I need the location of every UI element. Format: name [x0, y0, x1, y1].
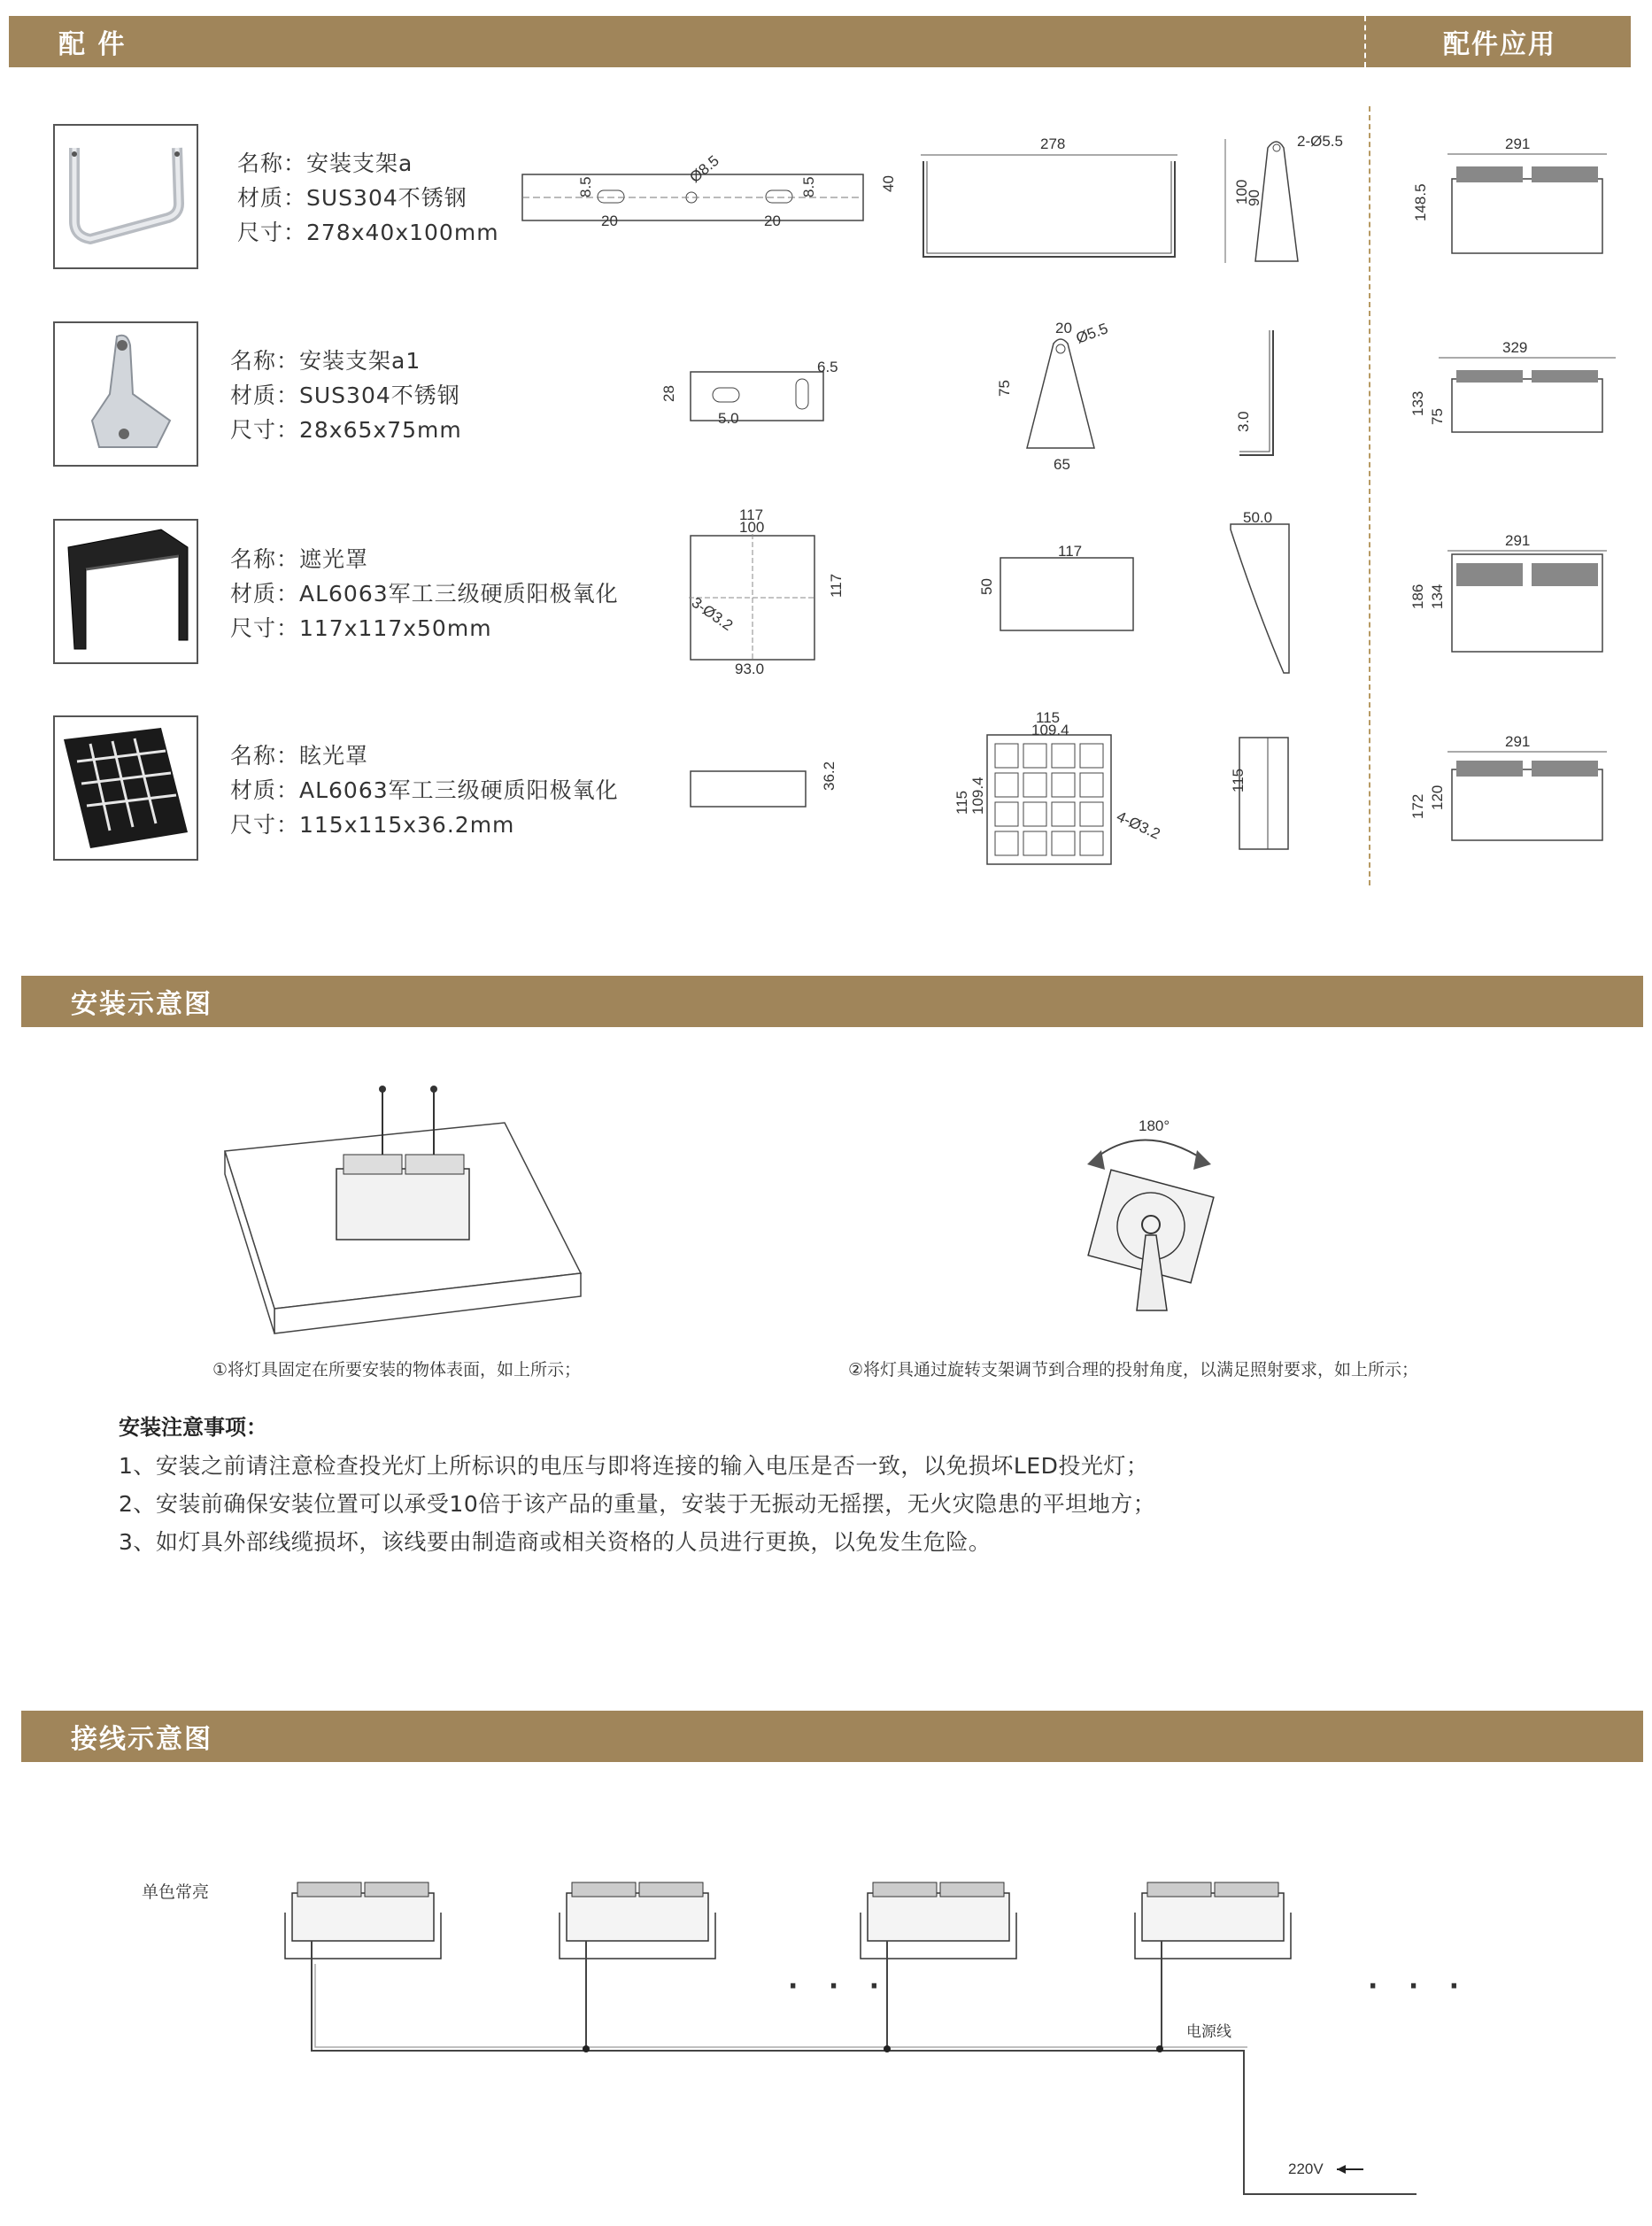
grid-cell [1052, 773, 1075, 797]
cable-label: 电源线 [1186, 2023, 1231, 2040]
note-3: 3、如灯具外部线缆损坏，该线要由制造商或相关资格的人员进行更换，以免发生危险。 [119, 1529, 992, 1555]
bracket-a-info [237, 146, 499, 250]
voltage-label: 220V [1288, 2160, 1324, 2177]
wiring-header: 接线示意图 [71, 1724, 212, 1755]
dim-glare-115-top: 115 [1036, 709, 1061, 726]
application-3 [1403, 529, 1633, 662]
dim-hood-50: 50 [978, 578, 995, 595]
dim-a1-20: 20 [1055, 320, 1072, 336]
app3-depth: 134 [1429, 584, 1446, 609]
wiring-diagram [266, 1859, 1452, 2214]
app3-width: 291 [1505, 532, 1531, 549]
caption-surface-mount: ①将灯具固定在所要安装的物体表面，如上所示； [212, 1360, 582, 1380]
dim-hood-holes: 3-Ø3.2 [688, 593, 737, 635]
dim-glare-109-side: 109.4 [969, 777, 986, 815]
grid-cell [1080, 773, 1103, 797]
grid-cell [1023, 831, 1046, 855]
application-1 [1403, 133, 1633, 266]
light-hood-info [230, 542, 619, 645]
ellipsis-middle: · · · [788, 1971, 891, 2002]
column-divider [1369, 106, 1370, 885]
anti-glare-size: 尺寸：115x115x36.2mm [230, 812, 515, 838]
bracket-a-top-view [518, 151, 907, 235]
dim-a1-3: 3.0 [1235, 411, 1252, 432]
dim-hood-117-top: 117 [739, 506, 764, 523]
dim-a1-5: 5.0 [718, 410, 739, 427]
dim-hood-93: 93.0 [735, 661, 765, 677]
bracket-a1-name: 名称：安装支架a1 [230, 348, 421, 374]
app3-height: 186 [1409, 584, 1426, 609]
rotation-angle: 180° [1139, 1117, 1170, 1134]
light-hood-front-view [965, 542, 1142, 639]
wiring-lamp [861, 1882, 1016, 2049]
app4-depth: 120 [1429, 785, 1446, 810]
dim-a1-75: 75 [996, 380, 1013, 397]
bracket-a-size: 尺寸：278x40x100mm [237, 220, 499, 245]
bracket-a1-top-view [651, 354, 863, 434]
light-hood-photo [53, 519, 198, 664]
surface-mount-illustration [221, 1080, 593, 1337]
bracket-a1-photo [53, 321, 198, 467]
app4-width: 291 [1505, 733, 1531, 750]
bracket-a1-size: 尺寸：28x65x75mm [230, 417, 462, 443]
grid-cell [995, 773, 1018, 797]
light-hood-top-view [673, 506, 850, 677]
bracket-a1-front-view [983, 317, 1133, 476]
bracket-a1-info [230, 344, 462, 447]
wiring-lamp [560, 1882, 715, 2049]
wiring-lamp [285, 1882, 441, 2049]
note-1: 1、安装之前请注意检查投光灯上所标识的电压与即将连接的输入电压是否一致，以免损坏LED投光灯； [119, 1453, 1149, 1479]
anti-glare-photo [53, 715, 198, 861]
dim-hood-100: 100 [739, 519, 765, 536]
app2-height: 133 [1409, 390, 1426, 416]
installation-header: 安装示意图 [71, 989, 212, 1020]
grid-cell [1080, 831, 1103, 855]
anti-glare-material: 材质：AL6063军工三级硬质阳极氧化 [230, 777, 619, 803]
grid-cell [1052, 802, 1075, 826]
dim-a-100: 100 [1233, 179, 1250, 205]
anti-glare-info [230, 738, 619, 842]
bracket-a-front-view [916, 133, 1182, 266]
dim-glare-side-115: 115 [1230, 768, 1247, 792]
grid-cell [1080, 744, 1103, 768]
bracket-a-side-view [1213, 128, 1363, 270]
anti-glare-top-view [682, 761, 841, 819]
light-hood-name: 名称：遮光罩 [230, 546, 369, 572]
anti-glare-front-view [938, 708, 1177, 877]
caption-rotation: ②将灯具通过旋转支架调节到合理的投射角度，以满足照射要求，如上所示； [848, 1360, 1419, 1380]
bracket-a-material: 材质：SUS304不锈钢 [237, 185, 467, 211]
anti-glare-name: 名称：眩光罩 [230, 743, 369, 769]
rotation-illustration [1071, 1111, 1231, 1324]
grid-cell [1023, 802, 1046, 826]
light-hood-size: 尺寸：117x117x50mm [230, 615, 492, 641]
wiring-header-bar [21, 1711, 1643, 1762]
bracket-a1-material: 材质：SUS304不锈钢 [230, 383, 460, 408]
app2-width: 329 [1502, 339, 1528, 356]
application-4 [1403, 730, 1633, 863]
dim-hood-front-117: 117 [1058, 543, 1083, 560]
app2-depth: 75 [1429, 408, 1446, 425]
note-2: 2、安装前确保安装位置可以承受10倍于该产品的重量，安装于无振动无摇摆，无火灾隐患的平坦地方； [119, 1491, 1156, 1517]
grid-cell [1080, 802, 1103, 826]
dim-a1-hole: Ø5.5 [1073, 320, 1111, 347]
dim-glare-36-2: 36.2 [821, 761, 838, 791]
bracket-a1-side-view [1222, 326, 1301, 468]
dim-a-hole: Ø8.5 [686, 151, 722, 187]
dim-a1-6-5: 6.5 [817, 359, 838, 375]
dim-glare-109-top: 109.4 [1031, 722, 1069, 738]
dim-hood-117-side: 117 [828, 573, 845, 598]
dim-a-278: 278 [1040, 135, 1066, 152]
app1-width: 291 [1505, 135, 1531, 152]
dim-a1-28: 28 [660, 385, 677, 402]
header-divider [1364, 16, 1366, 67]
anti-glare-side-view [1222, 730, 1310, 854]
dim-a1-65: 65 [1054, 456, 1070, 473]
light-hood-material: 材质：AL6063军工三级硬质阳极氧化 [230, 581, 619, 607]
grid-cell [1023, 773, 1046, 797]
dim-a-2-hole: 2-Ø5.5 [1297, 133, 1343, 150]
grid-cell [995, 802, 1018, 826]
ellipsis-right: · · · [1368, 1971, 1471, 2002]
parts-header-bar [9, 16, 1631, 67]
dim-a-90: 90 [1246, 189, 1262, 206]
application-2 [1403, 336, 1633, 469]
dim-a-8-5-left: 8.5 [577, 176, 594, 197]
mode-label: 单色常亮 [142, 1882, 210, 1902]
dim-a-8-5-right: 8.5 [800, 176, 817, 197]
grid-cell [1052, 831, 1075, 855]
grid-cell [995, 744, 1018, 768]
dim-hood-side-50: 50.0 [1243, 509, 1273, 526]
dim-a-20-right: 20 [764, 213, 781, 229]
app4-height: 172 [1409, 793, 1426, 819]
bracket-a-name: 名称：安装支架a [237, 151, 413, 176]
app1-height: 148.5 [1412, 183, 1429, 221]
dim-a-40: 40 [880, 175, 897, 192]
grid-cell [995, 831, 1018, 855]
light-hood-side-view [1222, 509, 1310, 682]
dim-glare-holes: 4-Ø3.2 [1114, 808, 1163, 843]
grid-cell [1052, 744, 1075, 768]
bracket-a-photo [53, 124, 198, 269]
grid-cell [1023, 744, 1046, 768]
dim-a-20-left: 20 [601, 213, 618, 229]
parts-application-header: 配件应用 [1443, 29, 1556, 60]
dim-glare-115-side: 115 [953, 790, 970, 815]
notes-title: 安装注意事项： [119, 1415, 267, 1440]
parts-header: 配 件 [58, 29, 127, 60]
installation-header-bar [21, 976, 1643, 1027]
